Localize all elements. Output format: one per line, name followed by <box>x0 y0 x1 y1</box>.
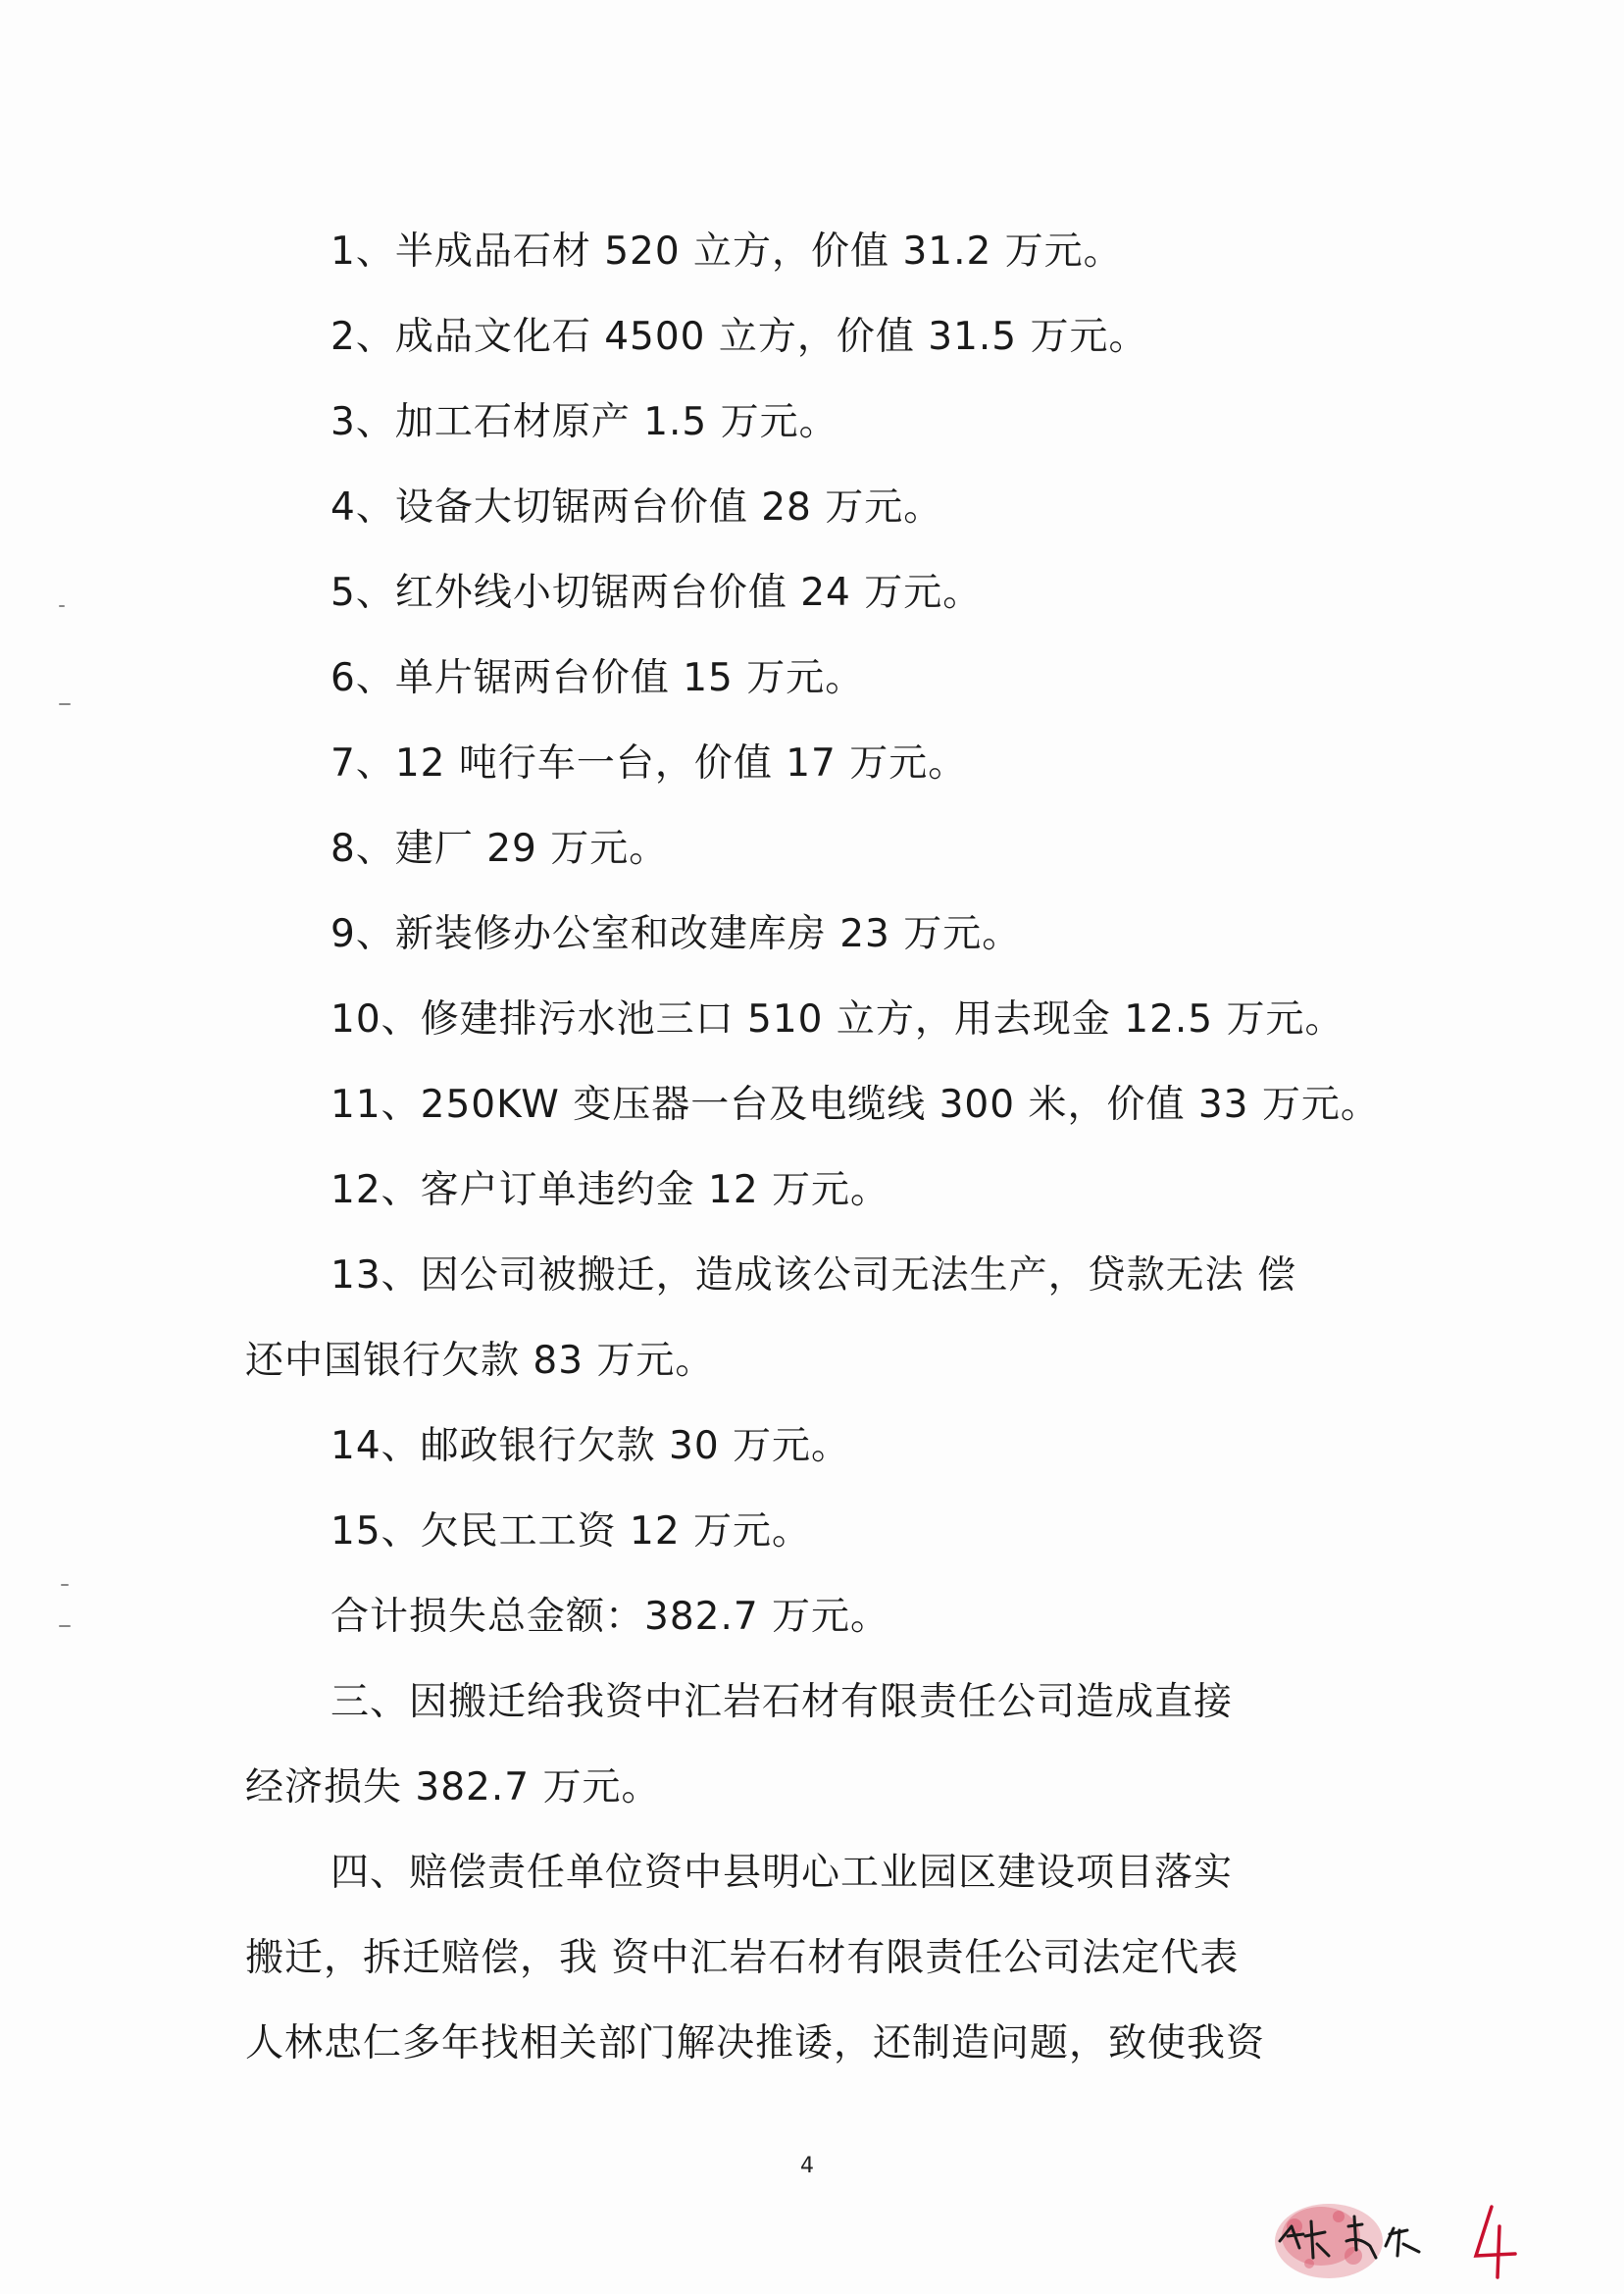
loss-item-7: 7、12 吨行车一台，价值 17 万元。 <box>330 741 968 786</box>
signature-stamp-image <box>1260 2187 1554 2285</box>
loss-item-6: 6、单片锯两台价值 15 万元。 <box>330 656 865 700</box>
loss-item-14: 14、邮政银行欠款 30 万元。 <box>330 1424 851 1468</box>
section-four-line-3: 人林忠仁多年找相关部门解决推诿，还制造问题，致使我资 <box>245 2021 1266 2065</box>
loss-item-4: 4、设备大切锯两台价值 28 万元。 <box>330 485 943 530</box>
section-three-line-1: 三、因搬迁给我资中汇岩石材有限责任公司造成直接 <box>330 1680 1234 1724</box>
loss-item-5: 5、红外线小切锯两台价值 24 万元。 <box>330 571 983 615</box>
page-number: 4 <box>800 2154 814 2178</box>
loss-item-13-continued: 还中国银行欠款 83 万元。 <box>245 1339 715 1383</box>
scan-mark <box>59 605 65 607</box>
section-four-line-2: 搬迁，拆迁赔偿，我 资中汇岩石材有限责任公司法定代表 <box>245 1936 1240 1980</box>
section-four-line-1: 四、赔偿责任单位资中县明心工业园区建设项目落实 <box>330 1851 1234 1895</box>
section-three-line-2: 经济损失 382.7 万元。 <box>245 1765 661 1810</box>
loss-item-12: 12、客户订单违约金 12 万元。 <box>330 1168 890 1212</box>
scan-mark <box>59 703 71 705</box>
loss-item-2: 2、成品文化石 4500 立方，价值 31.5 万元。 <box>330 315 1148 359</box>
loss-item-9: 9、新装修办公室和改建库房 23 万元。 <box>330 912 1022 956</box>
loss-item-3: 3、加工石材原产 1.5 万元。 <box>330 400 838 444</box>
loss-item-8: 8、建厂 29 万元。 <box>330 827 669 871</box>
loss-item-1: 1、半成品石材 520 立方，价值 31.2 万元。 <box>330 229 1123 274</box>
loss-item-15: 15、欠民工工资 12 万元。 <box>330 1509 812 1554</box>
loss-item-13: 13、因公司被搬迁，造成该公司无法生产，贷款无法 偿 <box>330 1253 1297 1298</box>
handwritten-page-mark-icon <box>1476 2207 1515 2277</box>
loss-item-11: 11、250KW 变压器一台及电缆线 300 米，价值 33 万元。 <box>330 1083 1380 1127</box>
loss-item-10: 10、修建排污水池三口 510 立方，用去现金 12.5 万元。 <box>330 997 1345 1042</box>
red-seal-icon <box>1275 2204 1383 2278</box>
scan-mark <box>61 1584 69 1586</box>
total-loss-line: 合计损失总金额：382.7 万元。 <box>330 1595 890 1639</box>
scan-mark <box>59 1625 71 1627</box>
